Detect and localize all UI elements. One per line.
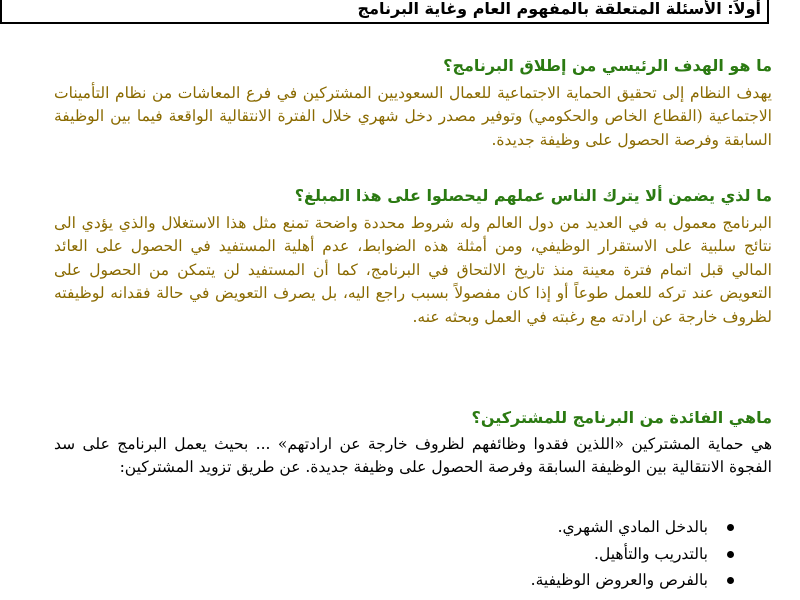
question-2: ما لذي يضمن ألا يترك الناس عملهم ليحصلوا على هذا المبلغ؟ [294,186,772,205]
answer-2: البرنامج معمول به في العديد من دول العالم وله شروط محددة واضحة تمنع مثل هذا الاستغلال والذي يؤدي الى نتائج سلبية على الاستقرار الوظيفي، ومن أمثلة هذه الضوابط، عدم أهلية المستفيد في الحصول على العائد المالي قبل اتمام فترة معينة منذ تاريخ الالتحاق في البرنامج، كما أن المستفيد لن يتمكن من الحصول على التعويض عند تركه للعمل طوعاً أو إذا كان مفصولاً بسبب راجع اليه، بل يصرف التعويض في حالة فقدانه لوظيفته لظروف خارجة عن ارادته مع رغبته في العمل وبحثه عنه. [54,214,772,326]
list-item: بالدخل المادي الشهري. [531,514,734,541]
bullet-icon [727,524,734,531]
section-title: أولاً: الأسئلة المتعلقة بالمفهوم العام وغاية البرنامج [357,0,761,18]
question-3: ماهي الفائدة من البرنامج للمشتركين؟ [471,408,772,427]
section-header [0,0,769,24]
list-item: بالفرص والعروض الوظيفية. [531,567,734,594]
question-1: ما هو الهدف الرئيسي من إطلاق البرنامج؟ [443,56,772,75]
list-item: بالتدريب والتأهيل. [531,541,734,568]
answer-1: يهدف النظام إلى تحقيق الحماية الاجتماعية للعمال السعوديين المشتركين في فرع المعاشات من نظام التأمينات الاجتماعية (القطاع الخاص والحكومي) وتوفير مصدر دخل شهري خلال الفترة الانتقالية الواقعة فيما بين الوظيفة السابقة وفرصة الحصول على وظيفة جديدة. [54,84,772,149]
bullet-icon [727,577,734,584]
bullet-icon [727,551,734,558]
benefits-list [531,514,734,594]
answer-3: هي حماية المشتركين «اللذين فقدوا وظائفهم لظروف خارجة عن ارادتهم» ... بحيث يعمل البرنامج على سد الفجوة الانتقالية بين الوظيفة السابقة وفرصة الحصول على وظيفة جديدة. عن طريق تزويد المشتركين: [54,435,772,477]
